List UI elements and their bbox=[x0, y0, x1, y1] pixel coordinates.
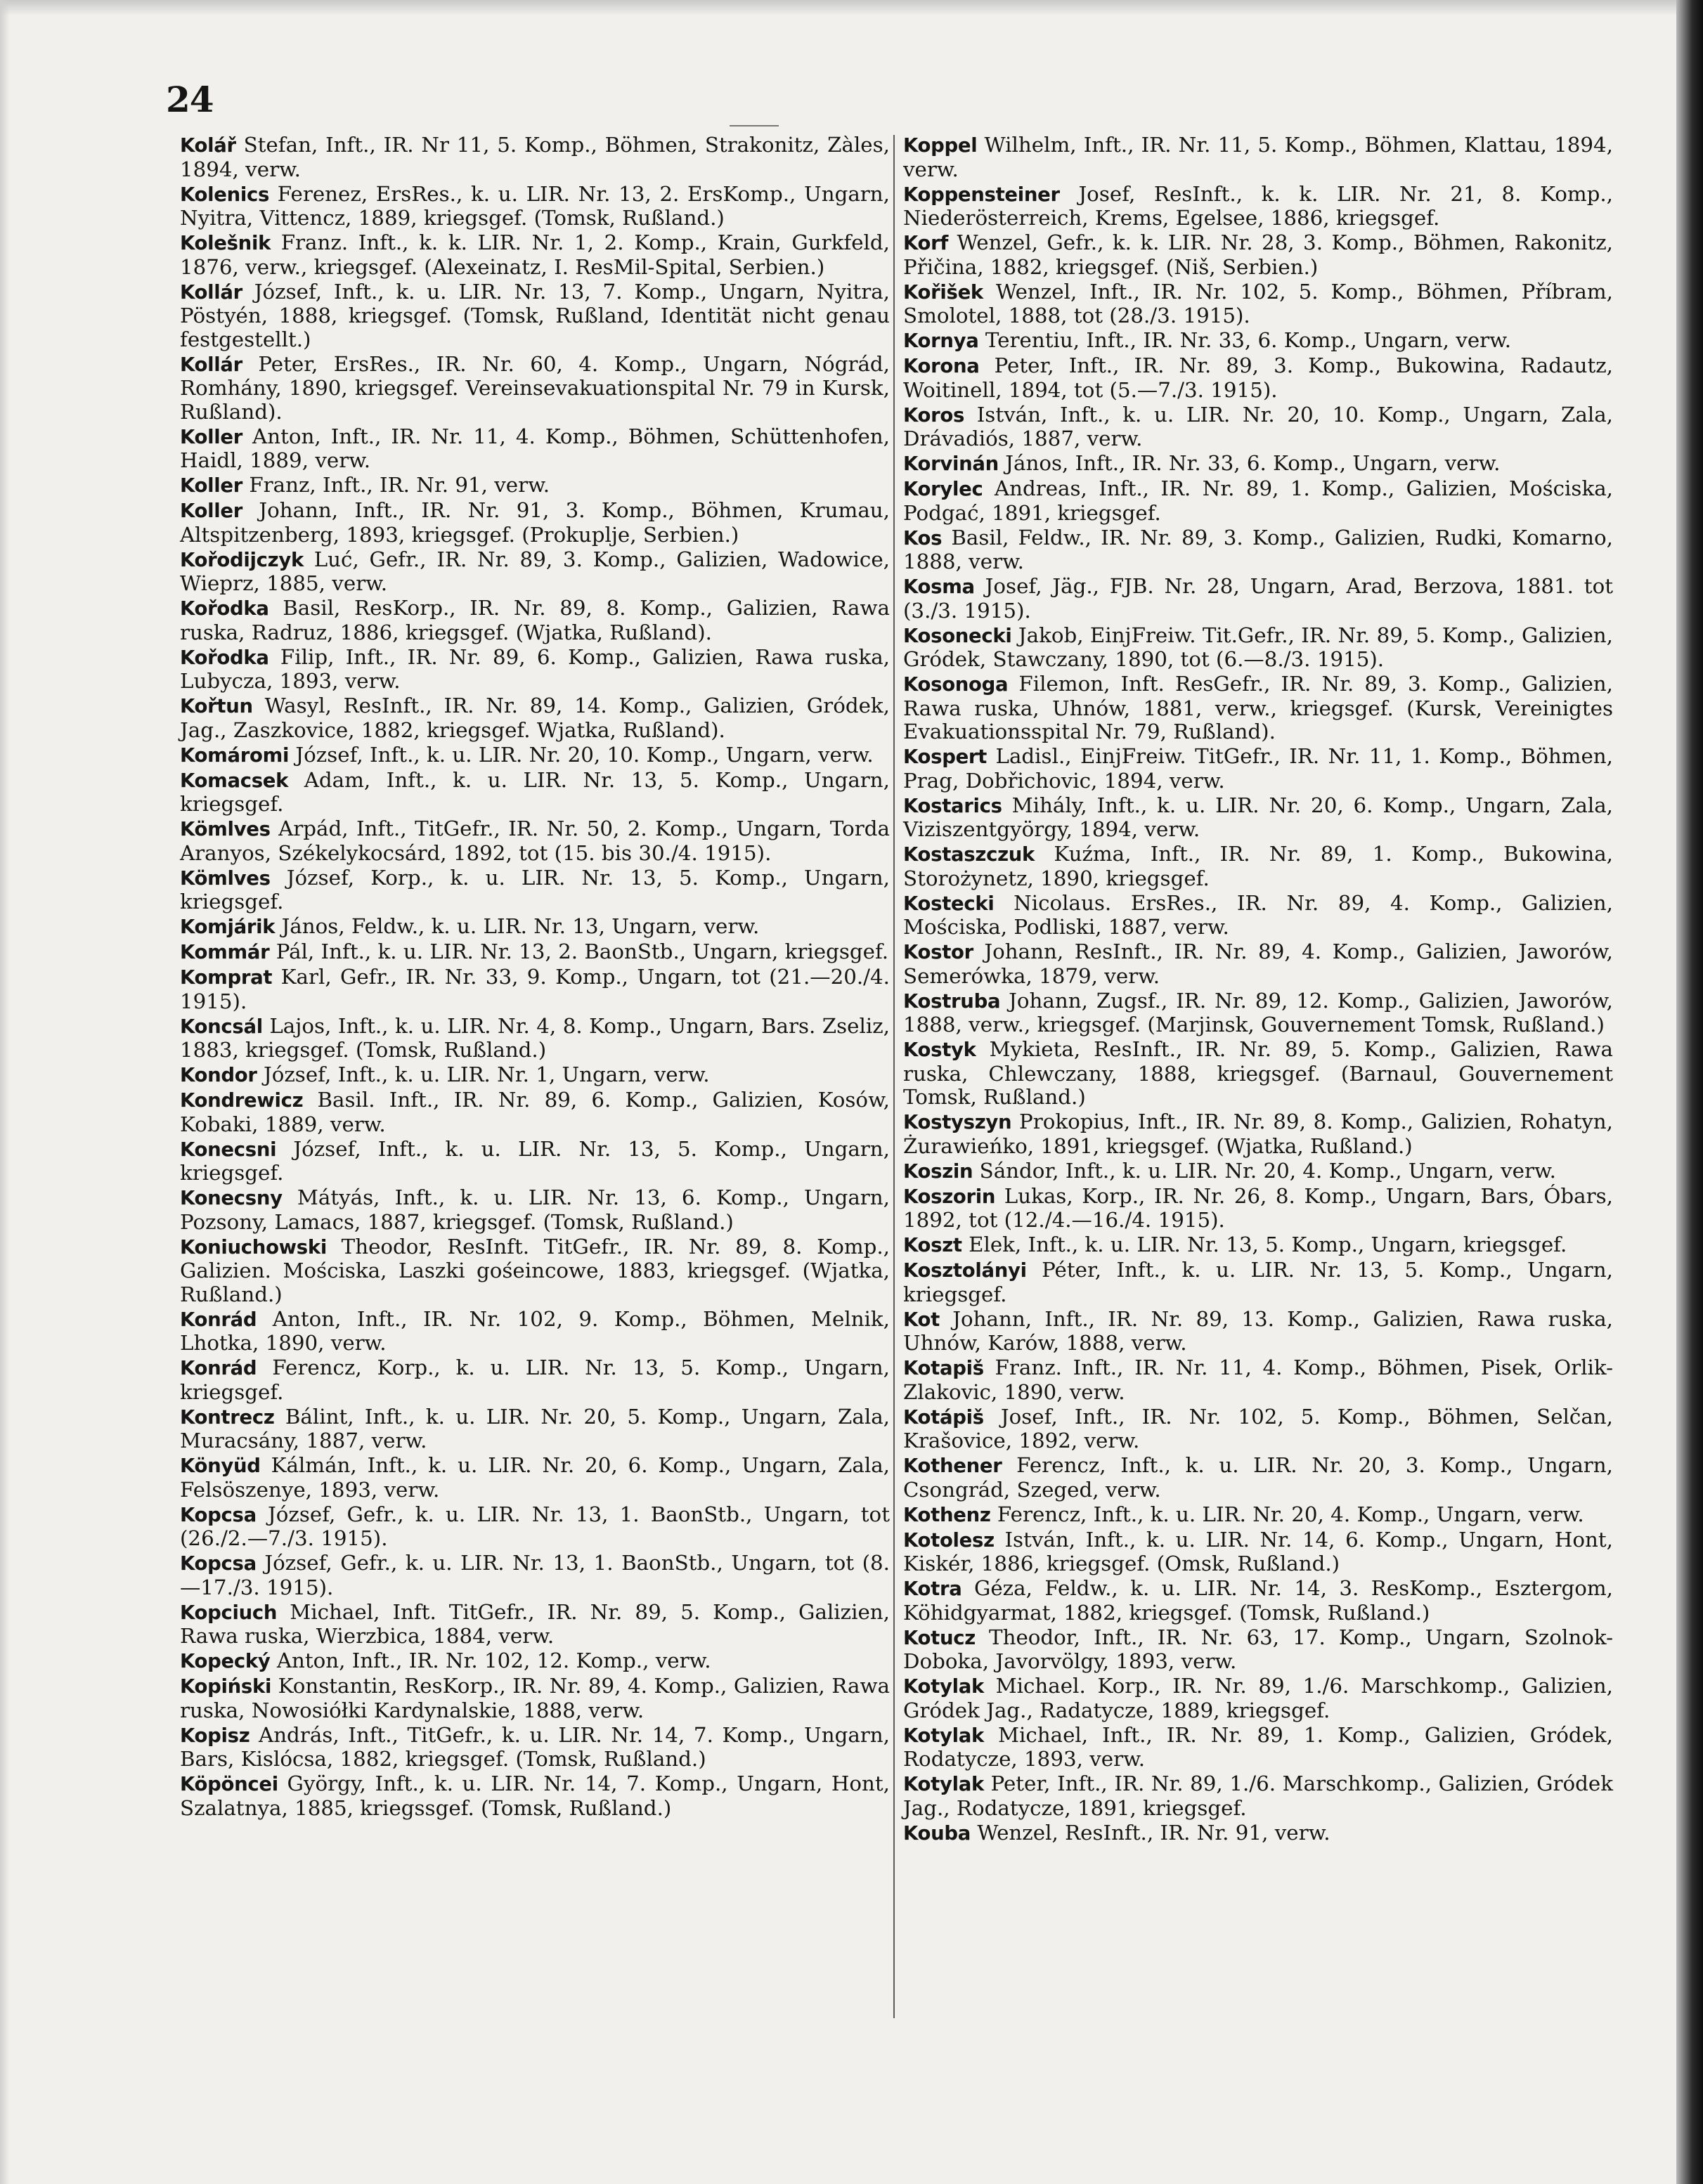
list-entry bbox=[180, 1552, 890, 1599]
entry-details: György, Inft., k. u. LIR. Nr. 14, 7. Komp., Ungarn, Hont, Szalatnya, 1885, kriegssgef. (Tomsk, Rußland.) bbox=[180, 1772, 890, 1820]
entry-details: Filip, Inft., IR. Nr. 89, 6. Komp., Galizien, Rawa ruska, Lubycza, 1893, verw. bbox=[180, 644, 890, 693]
list-entry bbox=[180, 915, 890, 940]
entry-surname: Kostor bbox=[903, 941, 973, 963]
list-entry bbox=[180, 231, 890, 279]
entry-details: Anton, Inft., IR. Nr. 11, 4. Komp., Böhmen, Schüttenhofen, Haidl, 1889, verw. bbox=[180, 424, 890, 472]
list-entry bbox=[903, 1159, 1613, 1184]
entry-details: Theodor, ResInft. TitGefr., IR. Nr. 89, 8. Komp., Galizien. Mościska, Laszki gośeincowe, 1883, kriegsgef. (Wjatka, Rußland.) bbox=[180, 1234, 890, 1306]
list-entry bbox=[903, 940, 1613, 988]
entry-details: Franz. Inft., k. k. LIR. Nr. 1, 2. Komp., Krain, Gurkfeld, 1876, verw., kriegsgef. (Alexeinatz, I. ResMil-Spital, Serbien.) bbox=[180, 230, 890, 279]
entry-surname: Kornya bbox=[903, 330, 979, 352]
entry-details: Jakob, EinjFreiw. Tit.Gefr., IR. Nr. 89, 5. Komp., Galizien, Gródek, Stawczany, 1890, tot (6.—8./3. 1915). bbox=[903, 623, 1613, 671]
entry-details: Anton, Inft., IR. Nr. 102, 12. Komp., verw. bbox=[276, 1649, 711, 1672]
entry-details: Lukas, Korp., IR. Nr. 26, 8. Komp., Ungarn, Bars, Óbars, 1892, tot (12./4.—16./4. 1915). bbox=[903, 1183, 1613, 1232]
list-entry bbox=[903, 1626, 1613, 1674]
entry-surname: Korona bbox=[903, 355, 980, 377]
list-entry bbox=[180, 548, 890, 596]
entry-surname: Koszorin bbox=[903, 1185, 996, 1208]
entry-details: Basil, Feldw., IR. Nr. 89, 3. Komp., Galizien, Rudki, Komarno, 1888, verw. bbox=[903, 525, 1613, 573]
entry-surname: Kospert bbox=[903, 746, 988, 768]
entry-surname: Kolešnik bbox=[180, 232, 271, 254]
entry-details: József, Inft., k. u. LIR. Nr. 20, 10. Komp., Ungarn, verw. bbox=[295, 742, 874, 767]
entry-surname: Kopcsa bbox=[180, 1503, 257, 1526]
entry-details: Pál, Inft., k. u. LIR. Nr. 13, 2. BaonStb., Ungarn, kriegsgef. bbox=[276, 940, 889, 963]
list-entry bbox=[903, 403, 1613, 451]
entry-surname: Kostaszczuk bbox=[903, 843, 1035, 866]
entry-surname: Kosztolányi bbox=[903, 1259, 1027, 1282]
entry-details: Peter, ErsRes., IR. Nr. 60, 4. Komp., Ungarn, Nógrád, Romhány, 1890, kriegsgef. Vereinsevakuationspital Nr. 79 in Kursk, Rußland). bbox=[180, 351, 890, 424]
entry-details: Lajos, Inft., k. u. LIR. Nr. 4, 8. Komp., Ungarn, Bars. Zseliz, 1883, kriegsgef. (Tomsk, Rußland.) bbox=[180, 1013, 890, 1062]
entry-surname: Kořodijczyk bbox=[180, 548, 304, 571]
entry-surname: Kömlves bbox=[180, 866, 271, 890]
entry-details: Bálint, Inft., k. u. LIR. Nr. 20, 5. Komp., Ungarn, Zala, Muracsány, 1887, verw. bbox=[180, 1404, 890, 1452]
entry-surname: Kouba bbox=[903, 1821, 971, 1845]
entry-details: Wenzel, Gefr., k. k. LIR. Nr. 28, 3. Komp., Böhmen, Rakonitz, Přičina, 1882, kriegsgef. (Niš, Serbien.) bbox=[903, 230, 1613, 279]
entry-details: Karl, Gefr., IR. Nr. 33, 9. Komp., Ungarn, tot (21.—20./4. 1915). bbox=[180, 965, 890, 1013]
list-entry bbox=[903, 892, 1613, 940]
list-entry bbox=[903, 745, 1613, 793]
entry-details: Franz, Inft., IR. Nr. 91, verw. bbox=[249, 473, 550, 497]
list-entry bbox=[903, 183, 1613, 230]
list-entry bbox=[903, 1528, 1613, 1576]
list-entry bbox=[903, 1772, 1613, 1820]
entry-surname: Kopecký bbox=[180, 1650, 271, 1672]
entry-surname: Kos bbox=[903, 526, 943, 550]
top-rule bbox=[730, 125, 779, 126]
list-entry bbox=[903, 1503, 1613, 1528]
entry-details: Josef, ResInft., k. k. LIR. Nr. 21, 8. Komp., Niederösterreich, Krems, Egelsee, 1886, kriegsgef. bbox=[903, 181, 1613, 230]
entry-details: Stefan, Inft., IR. Nr 11, 5. Komp., Böhmen, Strakonitz, Zàles, 1894, verw. bbox=[180, 133, 890, 181]
entry-surname: Kosonoga bbox=[903, 673, 1009, 696]
list-entry bbox=[903, 231, 1613, 279]
list-entry bbox=[180, 1454, 890, 1502]
entry-surname: Koppel bbox=[903, 134, 978, 157]
entry-surname: Kothenz bbox=[903, 1503, 991, 1526]
list-entry bbox=[180, 1649, 890, 1674]
entry-surname: Kotapiš bbox=[903, 1357, 984, 1379]
scan-right-edge bbox=[1676, 0, 1703, 2184]
entry-surname: Konrád bbox=[180, 1357, 257, 1379]
list-entry bbox=[180, 1405, 890, 1453]
list-entry bbox=[903, 843, 1613, 890]
entry-surname: Köpöncei bbox=[180, 1773, 278, 1795]
entry-details: Terentiu, Inft., IR. Nr. 33, 6. Komp., Ungarn, verw. bbox=[985, 328, 1512, 352]
entry-surname: Kopisz bbox=[180, 1724, 250, 1747]
entry-surname: Koller bbox=[180, 425, 242, 448]
list-entry bbox=[180, 1235, 890, 1307]
list-entry bbox=[903, 989, 1613, 1037]
entry-details: József, Inft., k. u. LIR. Nr. 13, 5. Komp., Ungarn, kriegsgef. bbox=[180, 1136, 890, 1185]
list-entry bbox=[180, 597, 890, 644]
entry-surname: Kollár bbox=[180, 353, 242, 376]
entry-details: Filemon, Inft. ResGefr., IR. Nr. 89, 3. Komp., Galizien, Rawa ruska, Uhnów, 1881, verw., kriegsgef. (Kursk, Vereinigtes Evakuationsspital Nr. 79, Rußland). bbox=[903, 672, 1613, 743]
list-entry bbox=[903, 672, 1613, 744]
entry-surname: Kostyszyn bbox=[903, 1111, 1012, 1133]
entry-surname: Koszt bbox=[903, 1234, 962, 1256]
entry-surname: Koncsál bbox=[180, 1015, 263, 1038]
list-entry bbox=[903, 1356, 1613, 1404]
entry-surname: Kořišek bbox=[903, 280, 983, 304]
entry-details: Nicolaus. ErsRes., IR. Nr. 89, 4. Komp., Galizien, Mościska, Podliski, 1887, verw. bbox=[903, 890, 1613, 939]
entry-details: Franz. Inft., IR. Nr. 11, 4. Komp., Böhmen, Pisek, Orlik-Zlakovic, 1890, verw. bbox=[903, 1356, 1613, 1404]
entry-surname: Konecsni bbox=[180, 1138, 277, 1161]
entry-details: Ladisl., EinjFreiw. TitGefr., IR. Nr. 11, 1. Komp., Böhmen, Prag, Dobřichovic, 1894, verw. bbox=[903, 744, 1613, 793]
list-entry bbox=[180, 425, 890, 473]
entry-surname: Koniuchowski bbox=[180, 1235, 327, 1259]
entry-details: Basil. Inft., IR. Nr. 89, 6. Komp., Galizien, Kosów, Kobaki, 1889, verw. bbox=[180, 1088, 890, 1136]
entry-surname: Kommár bbox=[180, 941, 270, 963]
list-entry bbox=[180, 646, 890, 694]
entry-details: Anton, Inft., IR. Nr. 102, 9. Komp., Böhmen, Melnik, Lhotka, 1890, verw. bbox=[180, 1306, 890, 1355]
entry-details: Géza, Feldw., k. u. LIR. Nr. 14, 3. ResKomp., Esztergom, Köhidgyarmat, 1882, kriegsgef. (Tomsk, Rußland.) bbox=[903, 1576, 1613, 1625]
list-entry bbox=[180, 1186, 890, 1234]
list-entry bbox=[903, 1038, 1613, 1110]
entry-details: Wenzel, ResInft., IR. Nr. 91, verw. bbox=[977, 1820, 1330, 1845]
entry-details: Adam, Inft., k. u. LIR. Nr. 13, 5. Komp., Ungarn, kriegsgef. bbox=[180, 767, 890, 816]
left-column bbox=[180, 134, 890, 1821]
list-entry bbox=[903, 1110, 1613, 1158]
entry-details: József, Gefr., k. u. LIR. Nr. 13, 1. BaonStb., Ungarn, tot (26./2.—7./3. 1915). bbox=[180, 1502, 890, 1550]
entry-details: Wilhelm, Inft., IR. Nr. 11, 5. Komp., Böhmen, Klattau, 1894, verw. bbox=[903, 133, 1613, 181]
list-entry bbox=[903, 1577, 1613, 1625]
scan-top-shadow bbox=[0, 0, 1703, 15]
list-entry bbox=[903, 1405, 1613, 1453]
entry-details: Josef, Inft., IR. Nr. 102, 5. Komp., Böhmen, Selčan, Krašovice, 1892, verw. bbox=[903, 1404, 1613, 1452]
list-entry bbox=[180, 1601, 890, 1649]
list-entry bbox=[180, 817, 890, 865]
entry-surname: Kot bbox=[903, 1308, 940, 1331]
entry-surname: Korylec bbox=[903, 478, 983, 500]
entry-details: József, Gefr., k. u. LIR. Nr. 13, 1. BaonStb., Ungarn, tot (8.—17./3. 1915). bbox=[180, 1551, 890, 1599]
entry-details: Theodor, Inft., IR. Nr. 63, 17. Komp., Ungarn, Szolnok-Doboka, Javorvölgy, 1893, verw. bbox=[903, 1625, 1613, 1673]
entry-details: Johann, Inft., IR. Nr. 89, 13. Komp., Galizien, Rawa ruska, Uhnów, Karów, 1888, verw. bbox=[903, 1306, 1613, 1355]
list-entry bbox=[180, 183, 890, 230]
list-entry bbox=[180, 1015, 890, 1062]
entry-details: József, Inft., k. u. LIR. Nr. 1, Ungarn, verw. bbox=[263, 1062, 710, 1086]
list-entry bbox=[903, 329, 1613, 353]
entry-surname: Kotylak bbox=[903, 1773, 984, 1795]
list-entry bbox=[903, 134, 1613, 181]
entry-details: Elek, Inft., k. u. LIR. Nr. 13, 5. Komp., Ungarn, kriegsgef. bbox=[969, 1233, 1567, 1256]
list-entry bbox=[180, 1138, 890, 1185]
entry-details: István, Inft., k. u. LIR. Nr. 20, 10. Komp., Ungarn, Zala, Drávadiós, 1887, verw. bbox=[903, 402, 1613, 450]
list-entry bbox=[903, 452, 1613, 476]
list-entry bbox=[180, 1308, 890, 1356]
entry-surname: Kotucz bbox=[903, 1626, 976, 1649]
list-entry bbox=[180, 1063, 890, 1088]
entry-details: Mykieta, ResInft., IR. Nr. 89, 5. Komp., Galizien, Rawa ruska, Chlewczany, 1888, kriegsgef. (Barnaul, Gouvernement Tomsk, Rußland.) bbox=[903, 1037, 1613, 1109]
entry-details: Ferencz, Korp., k. u. LIR. Nr. 13, 5. Komp., Ungarn, kriegsgef. bbox=[180, 1356, 890, 1404]
entry-details: Wasyl, ResInft., IR. Nr. 89, 14. Komp., Galizien, Gródek, Jag., Zaszkovice, 1882, kriegsgef. Wjatka, Rußland). bbox=[180, 694, 890, 742]
entry-surname: Kořtun bbox=[180, 695, 253, 717]
page-number: 24 bbox=[166, 79, 214, 120]
list-entry bbox=[180, 694, 890, 742]
entry-details: Mátyás, Inft., k. u. LIR. Nr. 13, 6. Komp., Ungarn, Pozsony, Lamacs, 1887, kriegsgef. (Tomsk, Rußland.) bbox=[180, 1185, 890, 1234]
list-entry bbox=[180, 280, 890, 352]
list-entry bbox=[180, 866, 890, 914]
entry-surname: Kolář bbox=[180, 134, 236, 157]
list-entry bbox=[903, 354, 1613, 402]
list-entry bbox=[180, 474, 890, 498]
entry-details: Johann, ResInft., IR. Nr. 89, 4. Komp., Galizien, Jaworów, Semerówka, 1879, verw. bbox=[903, 940, 1613, 988]
list-entry bbox=[180, 499, 890, 547]
right-column bbox=[903, 134, 1613, 1847]
entry-details: Andreas, Inft., IR. Nr. 89, 1. Komp., Galizien, Mościska, Podgać, 1891, kriegsgef. bbox=[903, 476, 1613, 525]
list-entry bbox=[903, 1675, 1613, 1722]
list-entry bbox=[903, 794, 1613, 842]
entry-details: Peter, Inft., IR. Nr. 89, 3. Komp., Bukowina, Radautz, Woitinell, 1894, tot (5.—7./3. 1915). bbox=[903, 353, 1613, 402]
list-entry bbox=[903, 1259, 1613, 1306]
entry-surname: Kollár bbox=[180, 280, 242, 304]
entry-details: Josef, Jäg., FJB. Nr. 28, Ungarn, Arad, Berzova, 1881. tot (3./3. 1915). bbox=[903, 574, 1613, 623]
entry-surname: Koller bbox=[180, 474, 242, 497]
entry-details: József, Korp., k. u. LIR. Nr. 13, 5. Komp., Ungarn, kriegsgef. bbox=[180, 865, 890, 914]
entry-surname: Koppensteiner bbox=[903, 183, 1060, 206]
list-entry bbox=[180, 940, 890, 965]
entry-details: Michael, Inft. TitGefr., IR. Nr. 89, 5. Komp., Galizien, Rawa ruska, Wierzbica, 1884, verw. bbox=[180, 1599, 890, 1648]
entry-details: Michael, Inft., IR. Nr. 89, 1. Komp., Galizien, Gródek, Rodatycze, 1893, verw. bbox=[903, 1722, 1613, 1771]
list-entry bbox=[180, 1675, 890, 1722]
entry-details: Johann, Zugsf., IR. Nr. 89, 12. Komp., Galizien, Jaworów, 1888, verw., kriegsgef. (Marjinsk, Gouvernement Tomsk, Rußland.) bbox=[903, 988, 1613, 1036]
entry-surname: Kotolesz bbox=[903, 1528, 995, 1552]
entry-details: János, Inft., IR. Nr. 33, 6. Komp., Ungarn, verw. bbox=[1005, 451, 1501, 475]
scan-left-shadow bbox=[0, 0, 10, 2184]
entry-surname: Kolenics bbox=[180, 183, 270, 206]
entry-surname: Koszin bbox=[903, 1159, 973, 1183]
list-entry bbox=[903, 1724, 1613, 1772]
entry-surname: Komáromi bbox=[180, 743, 290, 767]
entry-details: Basil, ResKorp., IR. Nr. 89, 8. Komp., Galizien, Rawa ruska, Radruz, 1886, kriegsgef. (Wjatka, Rußland). bbox=[180, 596, 890, 644]
entry-surname: Komprat bbox=[180, 966, 273, 989]
entry-details: István, Inft., k. u. LIR. Nr. 14, 6. Komp., Ungarn, Hont, Kiskér, 1886, kriegsgef. (Omsk, Rußland.) bbox=[903, 1527, 1613, 1575]
entry-surname: Kotápiš bbox=[903, 1405, 984, 1429]
entry-surname: Könyüd bbox=[180, 1455, 261, 1477]
list-entry bbox=[180, 134, 890, 181]
list-entry bbox=[180, 1772, 890, 1820]
list-entry bbox=[180, 743, 890, 768]
entry-surname: Kondor bbox=[180, 1064, 257, 1086]
list-entry bbox=[903, 1821, 1613, 1846]
entry-surname: Kotylak bbox=[903, 1724, 984, 1747]
entry-details: Johann, Inft., IR. Nr. 91, 3. Komp., Böhmen, Krumau, Altspitzenberg, 1893, kriegsgef. (Prokuplje, Serbien.) bbox=[180, 498, 890, 547]
list-entry bbox=[903, 624, 1613, 672]
list-entry bbox=[903, 1454, 1613, 1502]
entry-details: Prokopius, Inft., IR. Nr. 89, 8. Komp., Galizien, Rohatyn, Żurawieńko, 1891, kriegsgef. (Wjatka, Rußland.) bbox=[903, 1110, 1613, 1158]
entry-surname: Kotra bbox=[903, 1578, 962, 1600]
entry-surname: Kostyk bbox=[903, 1039, 976, 1061]
entry-details: József, Inft., k. u. LIR. Nr. 13, 7. Komp., Ungarn, Nyitra, Pöstyén, 1888, kriegsgef. (Tomsk, Rußland, Identität nicht genau festgestellt.) bbox=[180, 279, 890, 351]
entry-surname: Kosma bbox=[903, 576, 975, 598]
entry-surname: Kořodka bbox=[180, 597, 269, 620]
entry-details: Konstantin, ResKorp., IR. Nr. 89, 4. Komp., Galizien, Rawa ruska, Nowosiółki Kardynalskie, 1888, verw. bbox=[180, 1674, 890, 1722]
entry-details: András, Inft., TitGefr., k. u. LIR. Nr. 14, 7. Komp., Ungarn, Bars, Kislócsa, 1882, kriegsgef. (Tomsk, Rußland.) bbox=[180, 1722, 890, 1771]
entry-details: Sándor, Inft., k. u. LIR. Nr. 20, 4. Komp., Ungarn, verw. bbox=[979, 1158, 1556, 1183]
entry-details: Michael. Korp., IR. Nr. 89, 1./6. Marschkomp., Galizien, Gródek Jag., Radatycze, 1889, kriegsgef. bbox=[903, 1674, 1613, 1722]
entry-surname: Kopiński bbox=[180, 1675, 272, 1698]
list-entry bbox=[903, 1233, 1613, 1258]
entry-surname: Kosonecki bbox=[903, 624, 1012, 647]
column-divider bbox=[893, 135, 895, 2018]
entry-details: Ferenez, ErsRes., k. u. LIR. Nr. 13, 2. ErsKomp., Ungarn, Nyitra, Vittencz, 1889, kriegsgef. (Tomsk, Rußland.) bbox=[180, 181, 890, 230]
list-entry bbox=[180, 353, 890, 424]
entry-details: Luć, Gefr., IR. Nr. 89, 3. Komp., Galizien, Wadowice, Wieprz, 1885, verw. bbox=[180, 547, 890, 595]
entry-details: János, Feldw., k. u. LIR. Nr. 13, Ungarn, verw. bbox=[281, 914, 760, 938]
entry-details: Kálmán, Inft., k. u. LIR. Nr. 20, 6. Komp., Ungarn, Zala, Felsöszenye, 1893, verw. bbox=[180, 1453, 890, 1502]
entry-details: Arpád, Inft., TitGefr., IR. Nr. 50, 2. Komp., Ungarn, Torda Aranyos, Székelykocsárd, 1892, tot (15. bis 30./4. 1915). bbox=[180, 817, 890, 865]
entry-details: Kuźma, Inft., IR. Nr. 89, 1. Komp., Bukowina, Storożynetz, 1890, kriegsgef. bbox=[903, 842, 1613, 890]
entry-surname: Konrád bbox=[180, 1308, 257, 1331]
entry-surname: Kopcsa bbox=[180, 1552, 257, 1575]
list-entry bbox=[180, 1503, 890, 1551]
entry-surname: Kostecki bbox=[903, 892, 995, 915]
entry-surname: Komacsek bbox=[180, 769, 289, 792]
entry-surname: Kostruba bbox=[903, 989, 1001, 1013]
list-entry bbox=[903, 477, 1613, 525]
list-entry bbox=[903, 526, 1613, 574]
entry-surname: Kotylak bbox=[903, 1675, 984, 1698]
entry-surname: Kothener bbox=[903, 1455, 1002, 1477]
list-entry bbox=[180, 1356, 890, 1404]
entry-details: Ferencz, Inft., k. u. LIR. Nr. 20, 4. Komp., Ungarn, verw. bbox=[997, 1502, 1584, 1526]
entry-surname: Korvinán bbox=[903, 453, 999, 475]
list-entry bbox=[180, 1088, 890, 1136]
entry-surname: Komjárik bbox=[180, 916, 276, 938]
entry-surname: Koller bbox=[180, 500, 242, 522]
entry-surname: Konecsny bbox=[180, 1187, 283, 1209]
entry-surname: Koros bbox=[903, 403, 965, 427]
entry-details: Ferencz, Inft., k. u. LIR. Nr. 20, 3. Komp., Ungarn, Csongrád, Szeged, verw. bbox=[903, 1453, 1613, 1502]
entry-surname: Kostarics bbox=[903, 794, 1002, 817]
entry-details: Péter, Inft., k. u. LIR. Nr. 13, 5. Komp., Ungarn, kriegsgef. bbox=[903, 1258, 1613, 1306]
entry-surname: Kořodka bbox=[180, 646, 269, 669]
list-entry bbox=[903, 575, 1613, 623]
list-entry bbox=[180, 1724, 890, 1772]
entry-surname: Kömlves bbox=[180, 818, 271, 840]
entry-surname: Kondrewicz bbox=[180, 1089, 304, 1112]
entry-surname: Kontrecz bbox=[180, 1405, 275, 1429]
entry-surname: Korf bbox=[903, 232, 949, 254]
entry-details: Mihály, Inft., k. u. LIR. Nr. 20, 6. Komp., Ungarn, Zala, Viziszentgyörgy, 1894, verw. bbox=[903, 793, 1613, 841]
list-entry bbox=[903, 1308, 1613, 1356]
entry-details: Peter, Inft., IR. Nr. 89, 1./6. Marschkomp., Galizien, Gródek Jag., Rodatycze, 1891, kriegsgef. bbox=[903, 1772, 1613, 1820]
entry-surname: Kopciuch bbox=[180, 1601, 278, 1624]
list-entry bbox=[903, 1185, 1613, 1233]
list-entry bbox=[180, 966, 890, 1013]
list-entry bbox=[903, 280, 1613, 328]
entry-details: Wenzel, Inft., IR. Nr. 102, 5. Komp., Böhmen, Příbram, Smolotel, 1888, tot (28./3. 1915). bbox=[903, 279, 1613, 327]
list-entry bbox=[180, 769, 890, 817]
